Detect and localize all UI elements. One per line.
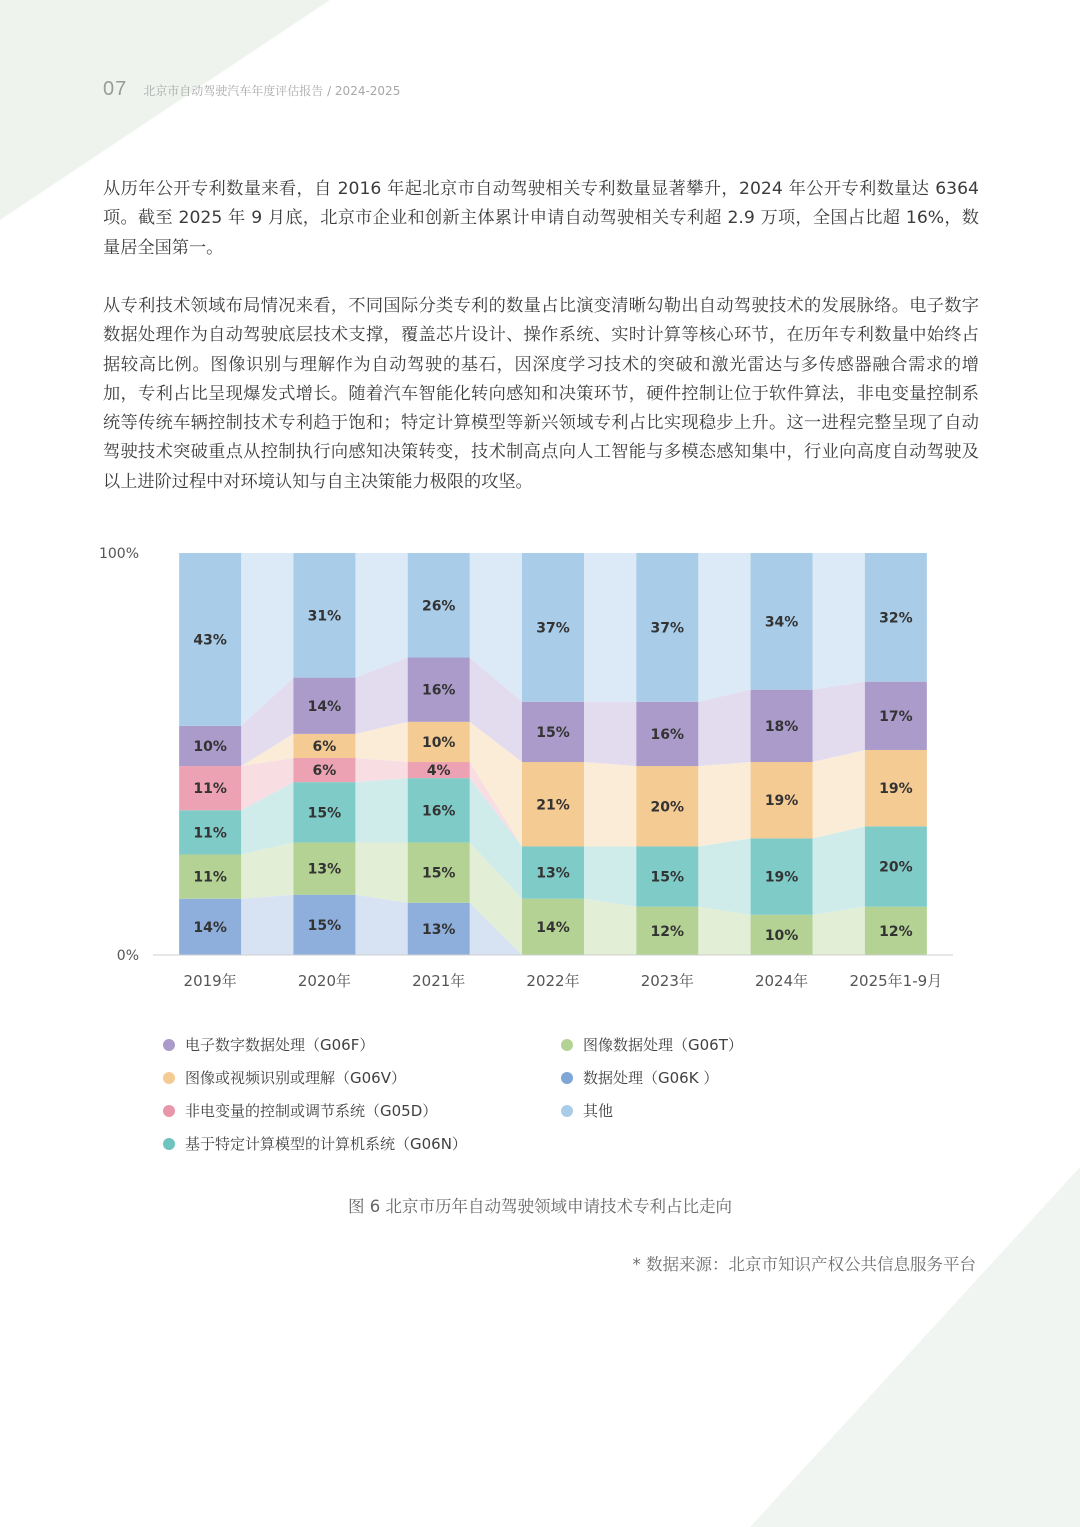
data-label: 13% [536,865,570,882]
series-band [584,846,636,906]
series-band [355,758,407,782]
data-label: 19% [764,793,799,810]
legend-swatch [163,1039,175,1051]
data-label: 10% [764,927,799,944]
running-title: 北京市自动驾驶汽车年度评估报告 / 2024-2025 [143,84,401,98]
data-label: 31% [307,608,342,625]
data-label: 15% [421,865,456,882]
data-label: 19% [879,781,913,798]
stacked-bar-chart [95,538,975,998]
data-label: 17% [879,708,913,725]
data-label: 15% [536,724,570,741]
series-band [241,895,293,955]
x-tick-label: 2025年1-9月 [849,972,943,990]
data-label: 10% [193,738,227,755]
data-label: 11% [193,825,227,842]
series-band [813,907,865,955]
x-tick-label: 2022年 [526,972,580,990]
data-label: 16% [650,726,685,743]
data-label: 12% [879,923,913,940]
x-tick-label: 2019年 [183,972,237,990]
data-label: 14% [307,698,342,715]
corner-decoration-bottom-right [750,1167,1080,1527]
page-header [103,78,400,101]
series-band [584,702,636,766]
data-label: 34% [764,614,799,631]
data-label: 4% [426,763,451,780]
series-band [698,553,750,702]
data-label: 15% [307,917,342,934]
body-paragraph: 从专利技术领域布局情况来看，不同国际分类专利的数量占比演变清晰勾勒出自动驾驶技术的发展脉络。电子数字数据处理作为自动驾驶底层技术支撑，覆盖芯片设计、操作系统、实时计算等核心环节，在历年专利数量中始终占据较高比例。图像识别与理解作为自动驾驶的基石，因深度学习技术的突破和激光雷达与多传感器融合需求的增加，专利占比呈现爆发式增长。随着汽车智能化转向感知和决策环节，硬件控制让位于软件算法，非电变量控制系统等传统车辆控制技术专利趋于饱和；特定计算模型等新兴领域专利占比实现稳步上升。这一进程完整呈现了自动驾驶技术突破重点从控制执行向感知决策转变，技术制高点向人工智能与多模态感知集中，行业向高度自动驾驶及以上进阶过程中对环境认知与自主决策能力极限的攻坚。 [103,296,979,492]
data-label: 13% [307,861,342,878]
y-tick-label: 0% [116,948,139,964]
data-label: 37% [536,620,570,637]
x-tick-label: 2020年 [297,972,352,990]
data-label: 12% [650,923,685,940]
series-band [698,690,750,766]
series-band [813,553,865,690]
data-label: 11% [193,781,227,798]
page-number: 07 [103,78,128,100]
legend-swatch [561,1105,573,1117]
data-label: 16% [421,682,456,699]
x-tick-label: 2021年 [412,972,466,990]
legend-swatch [561,1039,573,1051]
series-band [813,682,865,762]
legend-label: 图像数据处理（G06T） [583,1036,743,1054]
x-tick-label: 2023年 [640,972,694,990]
legend-item [561,1100,613,1121]
series-band [355,842,407,902]
legend-swatch [163,1105,175,1117]
legend-label: 非电变量的控制或调节系统（G05D） [185,1102,438,1120]
legend-item [163,1100,437,1121]
series-band [355,778,407,842]
data-label: 43% [193,632,227,649]
series-band [355,895,407,955]
legend-item [561,1067,718,1088]
series-band [584,899,636,955]
data-label: 18% [764,718,799,735]
legend-swatch [561,1072,573,1084]
series-band [813,750,865,838]
legend-label: 其他 [583,1102,614,1120]
data-label: 10% [421,734,456,751]
data-label: 6% [312,738,337,755]
legend-item [163,1133,467,1154]
data-label: 15% [650,869,685,886]
series-band [698,838,750,914]
chart-svg [95,538,975,998]
series-band [813,826,865,914]
data-label: 19% [764,869,799,886]
data-label: 14% [193,919,227,936]
legend-label: 图像或视频识别或理解（G06V） [185,1069,406,1087]
series-band [698,762,750,846]
legend-label: 数据处理（G06K ） [583,1069,719,1087]
legend-label: 基于特定计算模型的计算机系统（G06N） [185,1135,467,1153]
data-label: 20% [879,859,913,876]
figure-caption: 图 6 北京市历年自动驾驶领域申请技术专利占比走向 [348,1197,732,1216]
data-label: 32% [879,610,913,627]
x-tick-label: 2024年 [754,972,809,990]
legend-swatch [163,1138,175,1150]
series-band [584,553,636,702]
data-label: 20% [650,799,685,816]
series-band [355,553,407,678]
data-label: 13% [421,921,456,938]
data-label: 14% [536,919,570,936]
legend-item [561,1034,743,1055]
data-label: 6% [312,763,337,780]
legend-label: 电子数字数据处理（G06F） [185,1036,375,1054]
data-label: 26% [421,598,456,615]
legend-swatch [163,1072,175,1084]
data-source-note: * 数据来源：北京市知识产权公共信息服务平台 [632,1255,976,1274]
data-label: 11% [193,869,227,886]
data-label: 37% [650,620,685,637]
data-label: 15% [307,805,342,822]
body-paragraph: 从历年公开专利数量来看，自 2016 年起北京市自动驾驶相关专利数量显著攀升，2024 年公开专利数量达 6364 项。截至 2025 年 9 月底，北京市企业和创新主体累计申请自动驾驶相关专利超 2.9 万项，全国占比超 16%，数量居全国第一。 [103,179,979,258]
series-band [584,762,636,846]
series-band [698,907,750,955]
legend-item [163,1034,374,1055]
data-label: 16% [421,803,456,820]
data-label: 21% [536,797,570,814]
y-tick-label: 100% [98,546,139,562]
legend-item [163,1067,406,1088]
